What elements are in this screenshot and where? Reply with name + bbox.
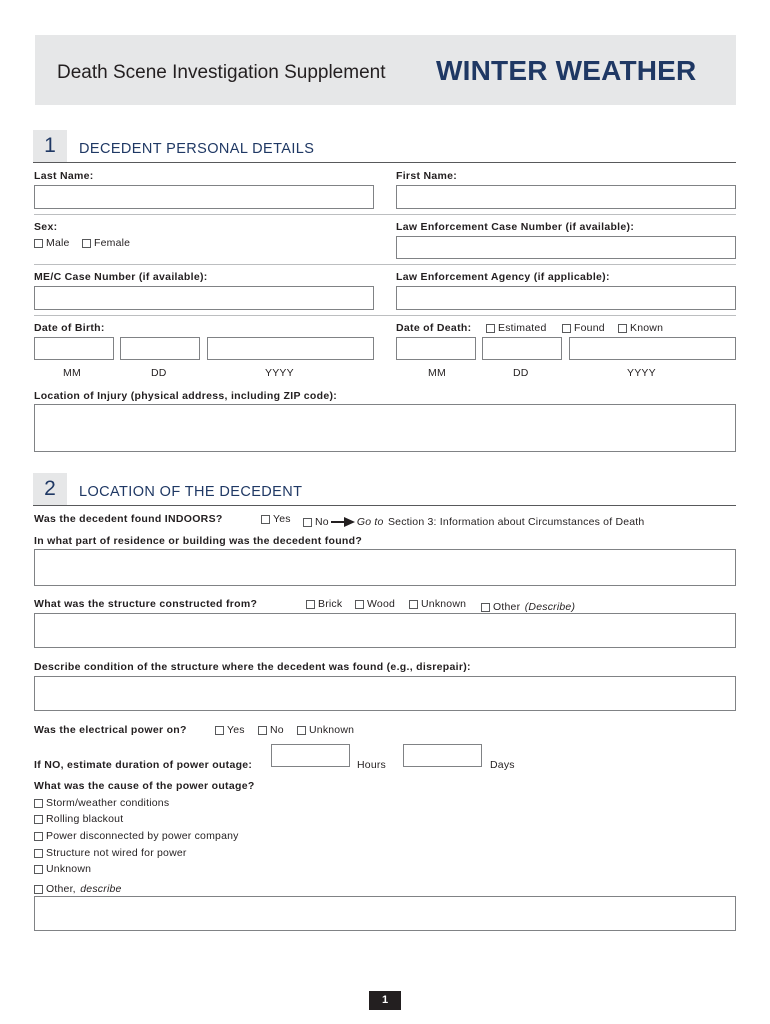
checkbox[interactable] (34, 885, 43, 894)
location-field[interactable] (34, 404, 736, 452)
checkbox[interactable] (261, 515, 270, 524)
dob-day-caption: DD (151, 367, 167, 379)
section-2-number: 2 (33, 473, 67, 505)
checkbox[interactable] (306, 600, 315, 609)
form-title: Death Scene Investigation Supplement (57, 62, 386, 83)
le-agency-label: Law Enforcement Agency (if applicable): (396, 271, 610, 283)
checkbox[interactable] (34, 849, 43, 858)
section-1-rule (33, 162, 736, 163)
le-agency-field[interactable] (396, 286, 736, 310)
dod-known-option[interactable]: Known (618, 322, 663, 334)
checkbox[interactable] (82, 239, 91, 248)
last-name-label: Last Name: (34, 170, 94, 182)
dod-month-caption: MM (428, 367, 446, 379)
section-1-number: 1 (33, 130, 67, 162)
power-no-option[interactable]: No (258, 724, 284, 736)
le-case-field[interactable] (396, 236, 736, 259)
power-unknown-option[interactable]: Unknown (297, 724, 354, 736)
dob-label: Date of Birth: (34, 322, 105, 334)
checkbox[interactable] (34, 239, 43, 248)
goto-text: Section 3: Information about Circumstances of Death (387, 516, 645, 528)
indoors-question: Was the decedent found INDOORS? (34, 513, 223, 525)
row-divider (34, 315, 736, 316)
outage-hours-field[interactable] (271, 744, 350, 767)
arrow-right-icon (331, 517, 355, 527)
cause-question: What was the cause of the power outage? (34, 780, 255, 792)
dob-day-field[interactable] (120, 337, 200, 360)
goto-italic: Go to (356, 516, 384, 528)
cause-not-wired-option[interactable]: Structure not wired for power (34, 847, 187, 859)
checkbox[interactable] (562, 324, 571, 333)
checkbox[interactable] (258, 726, 267, 735)
checkbox[interactable] (618, 324, 627, 333)
checkbox[interactable] (34, 799, 43, 808)
section-1-title: DECEDENT PERSONAL DETAILS (79, 141, 315, 157)
structure-question: What was the structure constructed from? (34, 598, 258, 610)
le-case-label: Law Enforcement Case Number (if available): (396, 221, 635, 233)
cause-unknown-option[interactable]: Unknown (34, 863, 91, 875)
dob-year-field[interactable] (207, 337, 374, 360)
checkbox[interactable] (355, 600, 364, 609)
dod-estimated-option[interactable]: Estimated (486, 322, 547, 334)
sex-label: Sex: (34, 221, 58, 233)
section-2-rule (33, 505, 736, 506)
checkbox[interactable] (486, 324, 495, 333)
dob-year-caption: YYYY (265, 367, 294, 379)
checkbox[interactable] (34, 832, 43, 841)
dod-year-field[interactable] (569, 337, 736, 360)
outage-question: If NO, estimate duration of power outage: (34, 759, 253, 771)
checkbox[interactable] (34, 815, 43, 824)
cause-other-option[interactable]: Other, describe (34, 880, 122, 898)
row-divider (34, 214, 736, 215)
indoors-yes-option[interactable]: Yes (261, 513, 291, 525)
checkbox[interactable] (409, 600, 418, 609)
first-name-label: First Name: (396, 170, 458, 182)
structure-other-option[interactable]: Other (Describe) (481, 598, 575, 616)
structure-unknown-option[interactable]: Unknown (409, 598, 466, 610)
section-2-title: LOCATION OF THE DECEDENT (79, 484, 303, 500)
checkbox[interactable] (303, 518, 312, 527)
form-subtitle: WINTER WEATHER (436, 55, 697, 86)
dod-year-caption: YYYY (627, 367, 656, 379)
dod-label: Date of Death: (396, 322, 472, 334)
part-question: In what part of residence or building was the decedent found? (34, 535, 363, 547)
dob-month-field[interactable] (34, 337, 114, 360)
part-field[interactable] (34, 549, 736, 586)
days-label: Days (490, 759, 515, 771)
cause-disconnected-option[interactable]: Power disconnected by power company (34, 830, 239, 842)
mec-case-field[interactable] (34, 286, 374, 310)
checkbox[interactable] (34, 865, 43, 874)
structure-wood-option[interactable]: Wood (355, 598, 395, 610)
mec-case-label: ME/C Case Number (if available): (34, 271, 208, 283)
dod-month-field[interactable] (396, 337, 476, 360)
checkbox[interactable] (481, 603, 490, 612)
dod-found-option[interactable]: Found (562, 322, 605, 334)
sex-female-option[interactable]: Female (82, 237, 130, 249)
dod-day-caption: DD (513, 367, 529, 379)
power-question: Was the electrical power on? (34, 724, 187, 736)
cause-other-field[interactable] (34, 896, 736, 931)
condition-field[interactable] (34, 676, 736, 711)
dod-day-field[interactable] (482, 337, 562, 360)
last-name-field[interactable] (34, 185, 374, 209)
page-number: 1 (369, 991, 401, 1010)
first-name-field[interactable] (396, 185, 736, 209)
power-yes-option[interactable]: Yes (215, 724, 245, 736)
cause-storm-option[interactable]: Storm/weather conditions (34, 797, 169, 809)
location-label: Location of Injury (physical address, including ZIP code): (34, 390, 338, 402)
checkbox[interactable] (215, 726, 224, 735)
indoors-no-option[interactable]: No Go to Section 3: Information about Circumstances of Death (303, 513, 644, 531)
structure-brick-option[interactable]: Brick (306, 598, 342, 610)
hours-label: Hours (357, 759, 387, 771)
sex-male-option[interactable]: Male (34, 237, 70, 249)
row-divider (34, 264, 736, 265)
dob-month-caption: MM (63, 367, 81, 379)
condition-question: Describe condition of the structure where the decedent was found (e.g., disrepair): (34, 661, 471, 673)
checkbox[interactable] (297, 726, 306, 735)
structure-field[interactable] (34, 613, 736, 648)
outage-days-field[interactable] (403, 744, 482, 767)
cause-rolling-blackout-option[interactable]: Rolling blackout (34, 813, 123, 825)
